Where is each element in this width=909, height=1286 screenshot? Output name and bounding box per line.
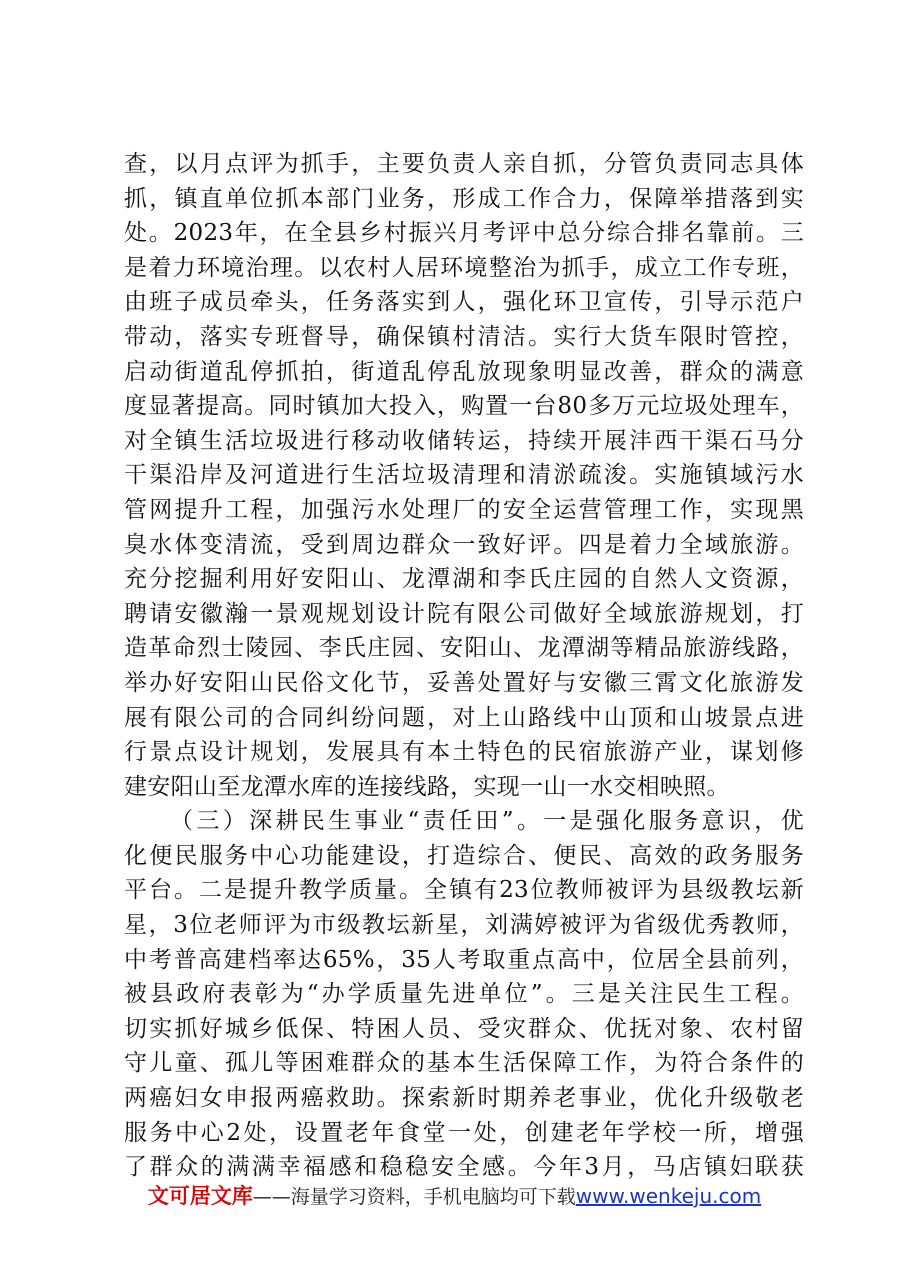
text-line: 启动街道乱停抓拍，街道乱停乱放现象明显改善，群众的满意 — [124, 358, 804, 385]
text-line: 展有限公司的合同纠纷问题，对上山路线中山顶和山坡景点进 — [124, 704, 804, 731]
text-line: 星，3位老师评为市级教坛新星，刘满婷被评为省级优秀教师， — [124, 912, 804, 939]
text-line: 度显著提高。同时镇加大投入，购置一台80多万元垃圾处理车， — [124, 393, 804, 420]
text-line: 管网提升工程，加强污水处理厂的安全运营管理工作，实现黑 — [124, 496, 804, 523]
footer-tagline: ——海量学习资料，手机电脑均可下载 — [252, 1186, 576, 1208]
text-line: 平台。二是提升教学质量。全镇有23位教师被评为县级教坛新 — [124, 877, 804, 904]
text-line: 两癌妇女申报两癌救助。探索新时期养老事业，优化升级敬老 — [124, 1085, 804, 1112]
text-line: 处。2023年，在全县乡村振兴月考评中总分综合排名靠前。三 — [124, 220, 804, 247]
brand-name: 文可居文库 — [147, 1184, 253, 1208]
text-line: 臭水体变清流，受到周边群众一致好评。四是着力全域旅游。 — [124, 531, 804, 558]
text-line: 造革命烈士陵园、李氏庄园、安阳山、龙潭湖等精品旅游线路， — [124, 635, 804, 662]
text-line: 切实抓好城乡低保、特困人员、受灾群众、优抚对象、农村留 — [124, 1015, 804, 1042]
text-line: 干渠沿岸及河道进行生活垃圾清理和清淤疏浚。实施镇域污水 — [124, 462, 804, 489]
text-line: 举办好安阳山民俗文化节，妥善处置好与安徽三霄文化旅游发 — [124, 669, 804, 696]
text-line: 带动，落实专班督导，确保镇村清洁。实行大货车限时管控， — [124, 323, 804, 350]
text-line: 充分挖掘利用好安阳山、龙潭湖和李氏庄园的自然人文资源， — [124, 566, 804, 593]
text-line: 化便民服务中心功能建设，打造综合、便民、高效的政务服务 — [124, 842, 804, 869]
text-line: 聘请安徽瀚一景观规划设计院有限公司做好全域旅游规划，打 — [124, 600, 804, 627]
text-line: 中考普高建档率达65%，35人考取重点高中，位居全县前列， — [124, 946, 804, 973]
text-line: 行景点设计规划，发展具有本土特色的民宿旅游产业，谋划修 — [124, 739, 804, 766]
text-line: 被县政府表彰为“办学质量先进单位”。三是关注民生工程。 — [124, 981, 804, 1008]
text-line: 由班子成员牵头，任务落实到人，强化环卫宣传，引导示范户 — [124, 289, 804, 316]
text-line: 查，以月点评为抓手，主要负责人亲自抓，分管负责同志具体 — [124, 151, 804, 177]
text-line: 建安阳山至龙潭水库的连接线路，实现一山一水交相映照。 — [124, 773, 730, 800]
text-line: 守儿童、孤儿等困难群众的基本生活保障工作，为符合条件的 — [124, 1050, 804, 1077]
text-line: 是着力环境治理。以农村人居环境整治为抓手，成立工作专班， — [124, 254, 804, 281]
text-line: 了群众的满满幸福感和稳稳安全感。今年3月，马店镇妇联获 — [124, 1154, 804, 1181]
body-text — [124, 147, 804, 1185]
text-line: 服务中心2处，设置老年食堂一处，创建老年学校一所，增强 — [124, 1119, 804, 1146]
text-line: 抓，镇直单位抓本部门业务，形成工作合力，保障举措落到实 — [124, 185, 804, 212]
website-link[interactable]: www.wenkeju.com — [575, 1184, 762, 1208]
text-line: 对全镇生活垃圾进行移动收储转运，持续开展沣西干渠石马分 — [124, 427, 804, 454]
footer-banner — [0, 1182, 909, 1211]
section-heading-line: （三）深耕民生事业“责任田”。一是强化服务意识，优 — [170, 808, 804, 835]
